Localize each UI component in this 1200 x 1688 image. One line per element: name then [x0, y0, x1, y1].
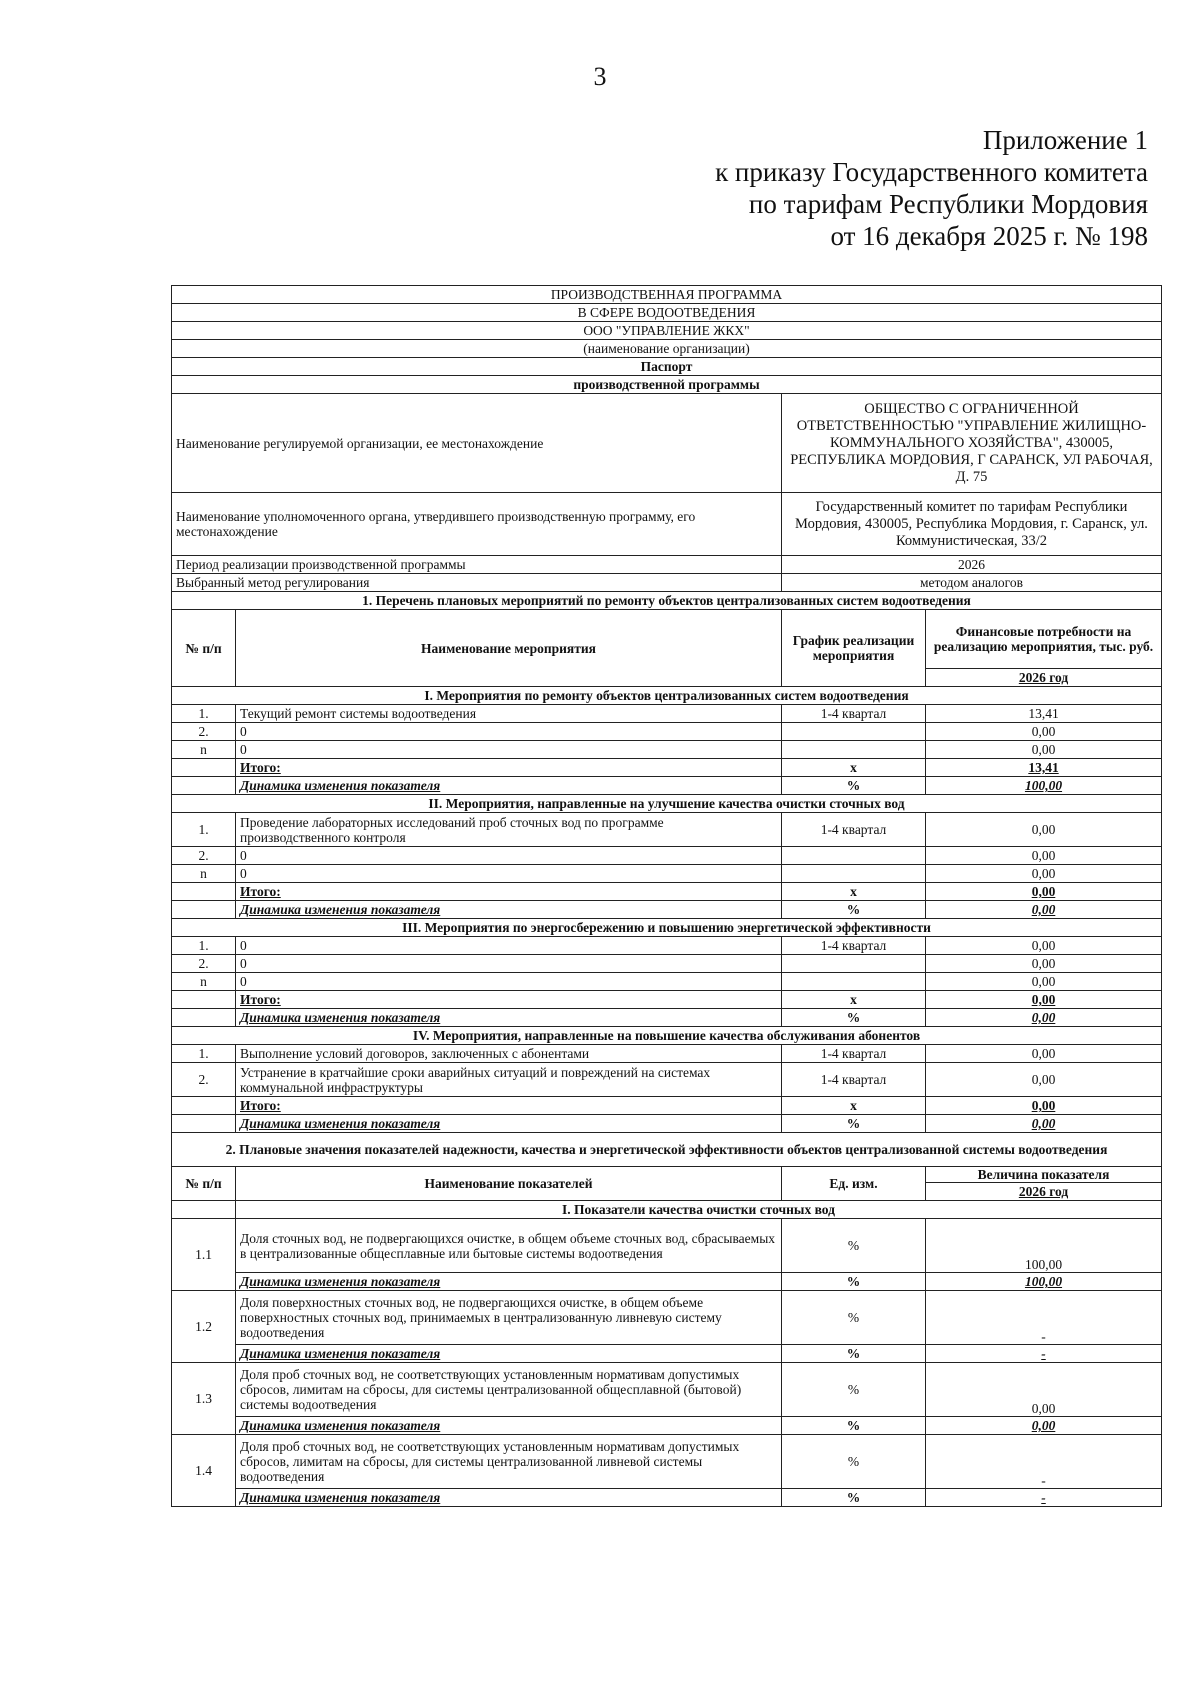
period-value: 2026	[782, 556, 1162, 574]
indicator-unit: %	[782, 1435, 926, 1489]
measure-value: 0,00	[926, 813, 1162, 847]
dynamics-label: Динамика изменения показателя	[236, 1273, 782, 1291]
dynamics-value: 0,00	[926, 901, 1162, 919]
section2-title: 2. Плановые значения показателей надежности, качества и энергетической эффективности объектов централизованной системы водоотведения	[172, 1133, 1162, 1167]
indicator-name: Доля проб сточных вод, не соответствующих установленным нормативам допустимых сбросов, лимитам на сбросы, для системы централизованной общесплавной (бытовой) системы водоотведения	[236, 1363, 782, 1417]
measure-name: 0	[236, 973, 782, 991]
total-value: 13,41	[926, 759, 1162, 777]
empty-cell	[172, 777, 236, 795]
total-label: Итого:	[236, 883, 782, 901]
measure-name: Проведение лабораторных исследований проб сточных вод по программе производственного контроля	[236, 813, 782, 847]
dynamics-unit: %	[782, 901, 926, 919]
indicator-unit: %	[782, 1363, 926, 1417]
indicator-name: Доля сточных вод, не подвергающихся очистке, в общем объеме сточных вод, сбрасываемых в централизованные общесплавные или бытовые системы водоотведения	[236, 1219, 782, 1273]
group-title: I. Мероприятия по ремонту объектов централизованных систем водоотведения	[172, 687, 1162, 705]
col-header-value: Величина показателя	[926, 1167, 1162, 1183]
group-title: IV. Мероприятия, направленные на повышение качества обслуживания абонентов	[172, 1027, 1162, 1045]
measure-name: Выполнение условий договоров, заключенных с абонентами	[236, 1045, 782, 1063]
col-header-finance: Финансовые потребности на реализацию мероприятия, тыс. руб.	[926, 610, 1162, 669]
dynamics-label: Динамика изменения показателя	[236, 1345, 782, 1363]
dynamics-unit: %	[782, 1345, 926, 1363]
appendix-line: Приложение 1	[982, 125, 1148, 155]
program-subtitle: В СФЕРЕ ВОДООТВЕДЕНИЯ	[172, 304, 1162, 322]
empty-cell	[172, 991, 236, 1009]
dynamics-label: Динамика изменения показателя	[236, 1417, 782, 1435]
row-number: n	[172, 865, 236, 883]
dynamics-unit: %	[782, 1009, 926, 1027]
row-number: 1.	[172, 1045, 236, 1063]
empty-cell	[172, 1097, 236, 1115]
passport-subtitle: производственной программы	[172, 376, 1162, 394]
indicator-number: 1.1	[172, 1219, 236, 1291]
measure-name: 0	[236, 847, 782, 865]
measure-name: Текущий ремонт системы водоотведения	[236, 705, 782, 723]
measure-value: 0,00	[926, 741, 1162, 759]
dynamics-value: 0,00	[926, 1115, 1162, 1133]
measure-name: 0	[236, 741, 782, 759]
dynamics-label: Динамика изменения показателя	[236, 1115, 782, 1133]
method-label: Выбранный метод регулирования	[172, 574, 782, 592]
measure-value: 13,41	[926, 705, 1162, 723]
measure-schedule: 1-4 квартал	[782, 705, 926, 723]
measure-schedule	[782, 973, 926, 991]
passport-title: Паспорт	[172, 358, 1162, 376]
appendix-line: по тарифам Республики Мордовия	[748, 189, 1148, 219]
dynamics-unit: %	[782, 1273, 926, 1291]
row-number: 2.	[172, 847, 236, 865]
row-number: 1.	[172, 705, 236, 723]
authority-label: Наименование уполномоченного органа, утвердившего производственную программу, его местонахождение	[172, 493, 782, 556]
group-title: II. Мероприятия, направленные на улучшение качества очистки сточных вод	[172, 795, 1162, 813]
total-value: 0,00	[926, 1097, 1162, 1115]
empty-cell	[172, 759, 236, 777]
measure-value: 0,00	[926, 1063, 1162, 1097]
measure-value: 0,00	[926, 1045, 1162, 1063]
group-title: I. Показатели качества очистки сточных вод	[236, 1201, 1162, 1219]
dynamics-label: Динамика изменения показателя	[236, 1009, 782, 1027]
measure-value: 0,00	[926, 937, 1162, 955]
authority-value: Государственный комитет по тарифам Республики Мордовия, 430005, Республика Мордовия, г. Саранск, ул. Коммунистическая, 33/2	[782, 493, 1162, 556]
dynamics-value: 100,00	[926, 1273, 1162, 1291]
indicator-number: 1.4	[172, 1435, 236, 1507]
row-number: 2.	[172, 955, 236, 973]
col-header-indicator: Наименование показателей	[236, 1167, 782, 1201]
measure-value: 0,00	[926, 723, 1162, 741]
indicator-unit: %	[782, 1219, 926, 1273]
dynamics-label: Динамика изменения показателя	[236, 1489, 782, 1507]
dynamics-label: Динамика изменения показателя	[236, 901, 782, 919]
total-schedule: х	[782, 1097, 926, 1115]
empty-cell	[172, 883, 236, 901]
col-header-name: Наименование мероприятия	[236, 610, 782, 687]
indicator-unit: %	[782, 1291, 926, 1345]
row-number: 2.	[172, 723, 236, 741]
indicator-number: 1.3	[172, 1363, 236, 1435]
col-header-schedule: График реализации мероприятия	[782, 610, 926, 687]
group-title: III. Мероприятия по энергосбережению и повышению энергетической эффективности	[172, 919, 1162, 937]
section1-title: 1. Перечень плановых мероприятий по ремонту объектов централизованных систем водоотведения	[172, 592, 1162, 610]
method-value: методом аналогов	[782, 574, 1162, 592]
page-number: 3	[593, 62, 607, 91]
period-label: Период реализации производственной программы	[172, 556, 782, 574]
total-schedule: х	[782, 883, 926, 901]
indicator-value: -	[926, 1435, 1162, 1489]
measure-schedule	[782, 723, 926, 741]
dynamics-value: -	[926, 1489, 1162, 1507]
appendix-block	[715, 124, 1148, 252]
total-label: Итого:	[236, 1097, 782, 1115]
measure-schedule	[782, 865, 926, 883]
measure-name: 0	[236, 937, 782, 955]
indicator-name: Доля проб сточных вод, не соответствующих установленным нормативам допустимых сбросов, лимитам на сбросы, для системы централизованной ливневой системы водоотведения	[236, 1435, 782, 1489]
indicator-value: -	[926, 1291, 1162, 1345]
measure-schedule	[782, 741, 926, 759]
col-header-num: № п/п	[172, 610, 236, 687]
dynamics-value: 0,00	[926, 1009, 1162, 1027]
indicator-value: 100,00	[926, 1219, 1162, 1273]
empty-cell	[172, 1115, 236, 1133]
measure-name: 0	[236, 723, 782, 741]
empty-cell	[172, 901, 236, 919]
measure-name: Устранение в кратчайшие сроки аварийных ситуаций и повреждений на системах коммунальной инфраструктуры	[236, 1063, 782, 1097]
row-number: 1.	[172, 937, 236, 955]
organization-caption: (наименование организации)	[172, 340, 1162, 358]
indicator-number: 1.2	[172, 1291, 236, 1363]
measure-value: 0,00	[926, 865, 1162, 883]
dynamics-label: Динамика изменения показателя	[236, 777, 782, 795]
measure-name: 0	[236, 865, 782, 883]
measure-schedule	[782, 955, 926, 973]
program-title: ПРОИЗВОДСТВЕННАЯ ПРОГРАММА	[172, 286, 1162, 304]
empty-cell	[172, 1201, 236, 1219]
dynamics-value: -	[926, 1345, 1162, 1363]
row-number: n	[172, 741, 236, 759]
table-body	[172, 286, 1162, 1507]
measure-schedule: 1-4 квартал	[782, 813, 926, 847]
org-label: Наименование регулируемой организации, ее местонахождение	[172, 394, 782, 493]
measure-schedule	[782, 847, 926, 865]
col-header-num: № п/п	[172, 1167, 236, 1201]
measure-value: 0,00	[926, 955, 1162, 973]
total-schedule: х	[782, 759, 926, 777]
measure-schedule: 1-4 квартал	[782, 937, 926, 955]
dynamics-unit: %	[782, 1115, 926, 1133]
organization-name: ООО "УПРАВЛЕНИЕ ЖКХ"	[172, 322, 1162, 340]
row-number: 1.	[172, 813, 236, 847]
dynamics-value: 100,00	[926, 777, 1162, 795]
dynamics-unit: %	[782, 1417, 926, 1435]
measure-value: 0,00	[926, 973, 1162, 991]
row-number: 2.	[172, 1063, 236, 1097]
dynamics-unit: %	[782, 777, 926, 795]
total-value: 0,00	[926, 991, 1162, 1009]
total-schedule: х	[782, 991, 926, 1009]
row-number: n	[172, 973, 236, 991]
measure-name: 0	[236, 955, 782, 973]
org-value: ОБЩЕСТВО С ОГРАНИЧЕННОЙ ОТВЕТСТВЕННОСТЬЮ "УПРАВЛЕНИЕ ЖИЛИЩНО-КОММУНАЛЬНОГО ХОЗЯЙСТВА", 430005, РЕСПУБЛИКА МОРДОВИЯ, Г САРАНСК, УЛ РАБОЧАЯ, Д. 75	[782, 394, 1162, 493]
col-header-year: 2026 год	[926, 1183, 1162, 1201]
indicator-value: 0,00	[926, 1363, 1162, 1417]
production-program-table	[171, 285, 1162, 1507]
empty-cell	[172, 1009, 236, 1027]
measure-value: 0,00	[926, 847, 1162, 865]
col-header-year: 2026 год	[926, 668, 1162, 686]
measure-schedule: 1-4 квартал	[782, 1063, 926, 1097]
dynamics-unit: %	[782, 1489, 926, 1507]
appendix-line: от 16 декабря 2025 г. № 198	[830, 221, 1148, 251]
appendix-line: к приказу Государственного комитета	[715, 157, 1148, 187]
col-header-unit: Ед. изм.	[782, 1167, 926, 1201]
indicator-name: Доля поверхностных сточных вод, не подвергающихся очистке, в общем объеме поверхностных сточных вод, принимаемых в централизованную ливневую систему водоотведения	[236, 1291, 782, 1345]
measure-schedule: 1-4 квартал	[782, 1045, 926, 1063]
total-label: Итого:	[236, 991, 782, 1009]
total-label: Итого:	[236, 759, 782, 777]
total-value: 0,00	[926, 883, 1162, 901]
dynamics-value: 0,00	[926, 1417, 1162, 1435]
